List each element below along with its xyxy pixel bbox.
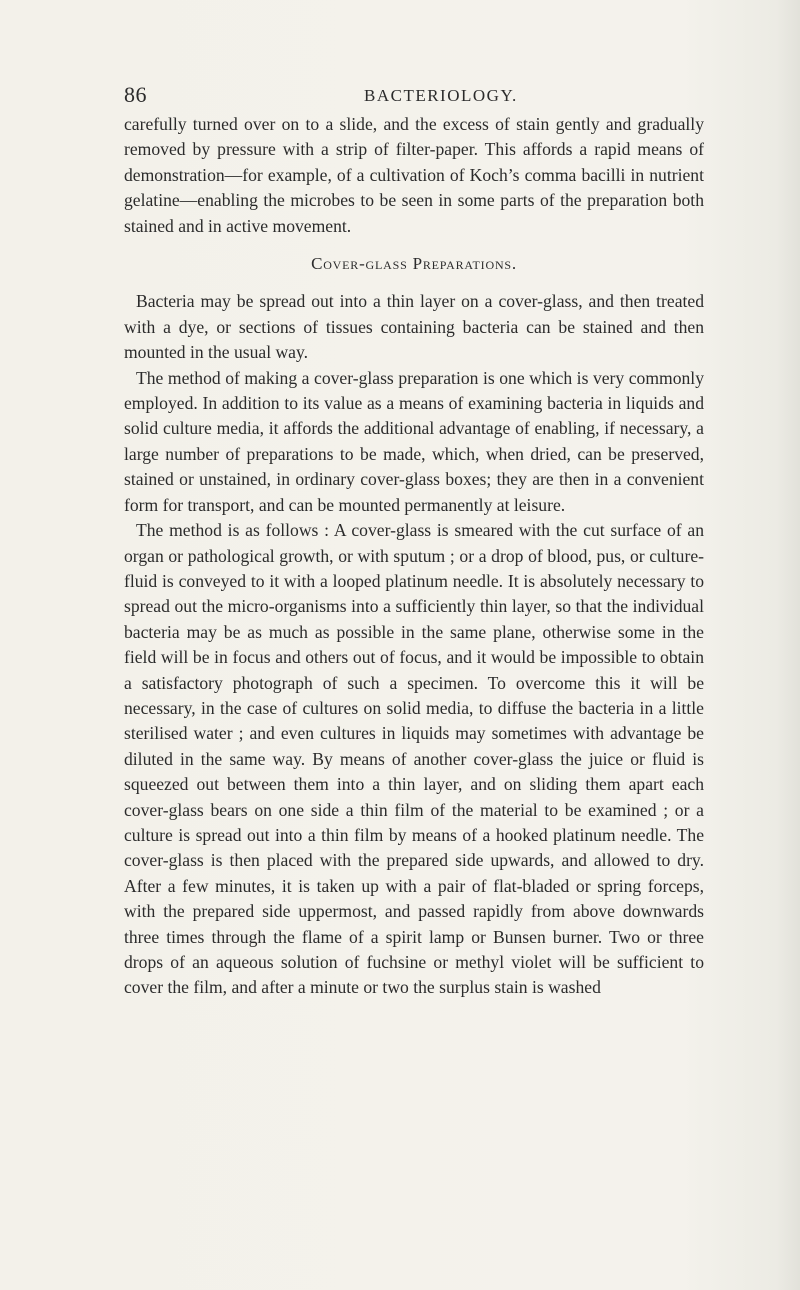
running-title: BACTERIOLOGY. <box>364 86 518 105</box>
running-head <box>124 82 704 112</box>
page-number: 86 <box>124 82 147 107</box>
body-text <box>124 112 704 1001</box>
paragraph: The method is as follows : A cover-glass is smeared with the cut surface of an organ or pathological growth, or with sputum ; or a drop of blood, pus, or culture-fluid is conveyed to it with a looped platinum needle. It is absolutely necessary to spread out the micro-organisms into a sufficiently thin layer, so that the individual bacteria may be as much as possible in the same plane, otherwise some in the field will be in focus and others out of focus, and it would be impossible to obtain a satisfactory photograph of such a specimen. To overcome this it will be necessary, in the case of cultures on solid media, to diffuse the bacteria in a little sterilised water ; and even cultures in liquids may sometimes with advantage be diluted in the same way. By means of another cover-glass the juice or fluid is squeezed out between them into a thin layer, and on sliding them apart each cover-glass bears on one side a thin film of the material to be examined ; or a culture is spread out into a thin film by means of a hooked platinum needle. The cover-glass is then placed with the prepared side upwards, and allowed to dry. After a few minutes, it is taken up with a pair of flat-bladed or spring forceps, with the prepared side uppermost, and passed rapidly from above downwards three times through the flame of a spirit lamp or Bunsen burner. Two or three drops of an aqueous solution of fuchsine or methyl violet will be sufficient to cover the film, and after a minute or two the surplus stain is washed <box>124 520 704 998</box>
paragraph: The method of making a cover-glass preparation is one which is very commonly employed. In addition to its value as a means of examining bacteria in liquids and solid culture media, it affords the additional advantage of enabling, if necessary, a large number of preparations to be made, which, when dried, can be preserved, stained or unstained, in ordinary cover-glass boxes; they are then in a convenient form for transport, and can be mounted permanently at leisure. <box>124 367 704 515</box>
section-heading: Cover-glass Preparations. <box>311 254 517 274</box>
paragraph-continuation: carefully turned over on to a slide, and the excess of stain gently and gradually removed by pressure with a strip of filter-paper. This affords a rapid means of demonstration—for example, of a cultivation of Koch’s comma bacilli in nutrient gelatine—enabling the microbes to be seen in some parts of the preparation both stained and in active movement. <box>124 114 704 236</box>
paragraph: Bacteria may be spread out into a thin layer on a cover-glass, and then treated with a dye, or sections of tissues containing bacteria can be stained and then mounted in the usual way. <box>124 291 704 363</box>
